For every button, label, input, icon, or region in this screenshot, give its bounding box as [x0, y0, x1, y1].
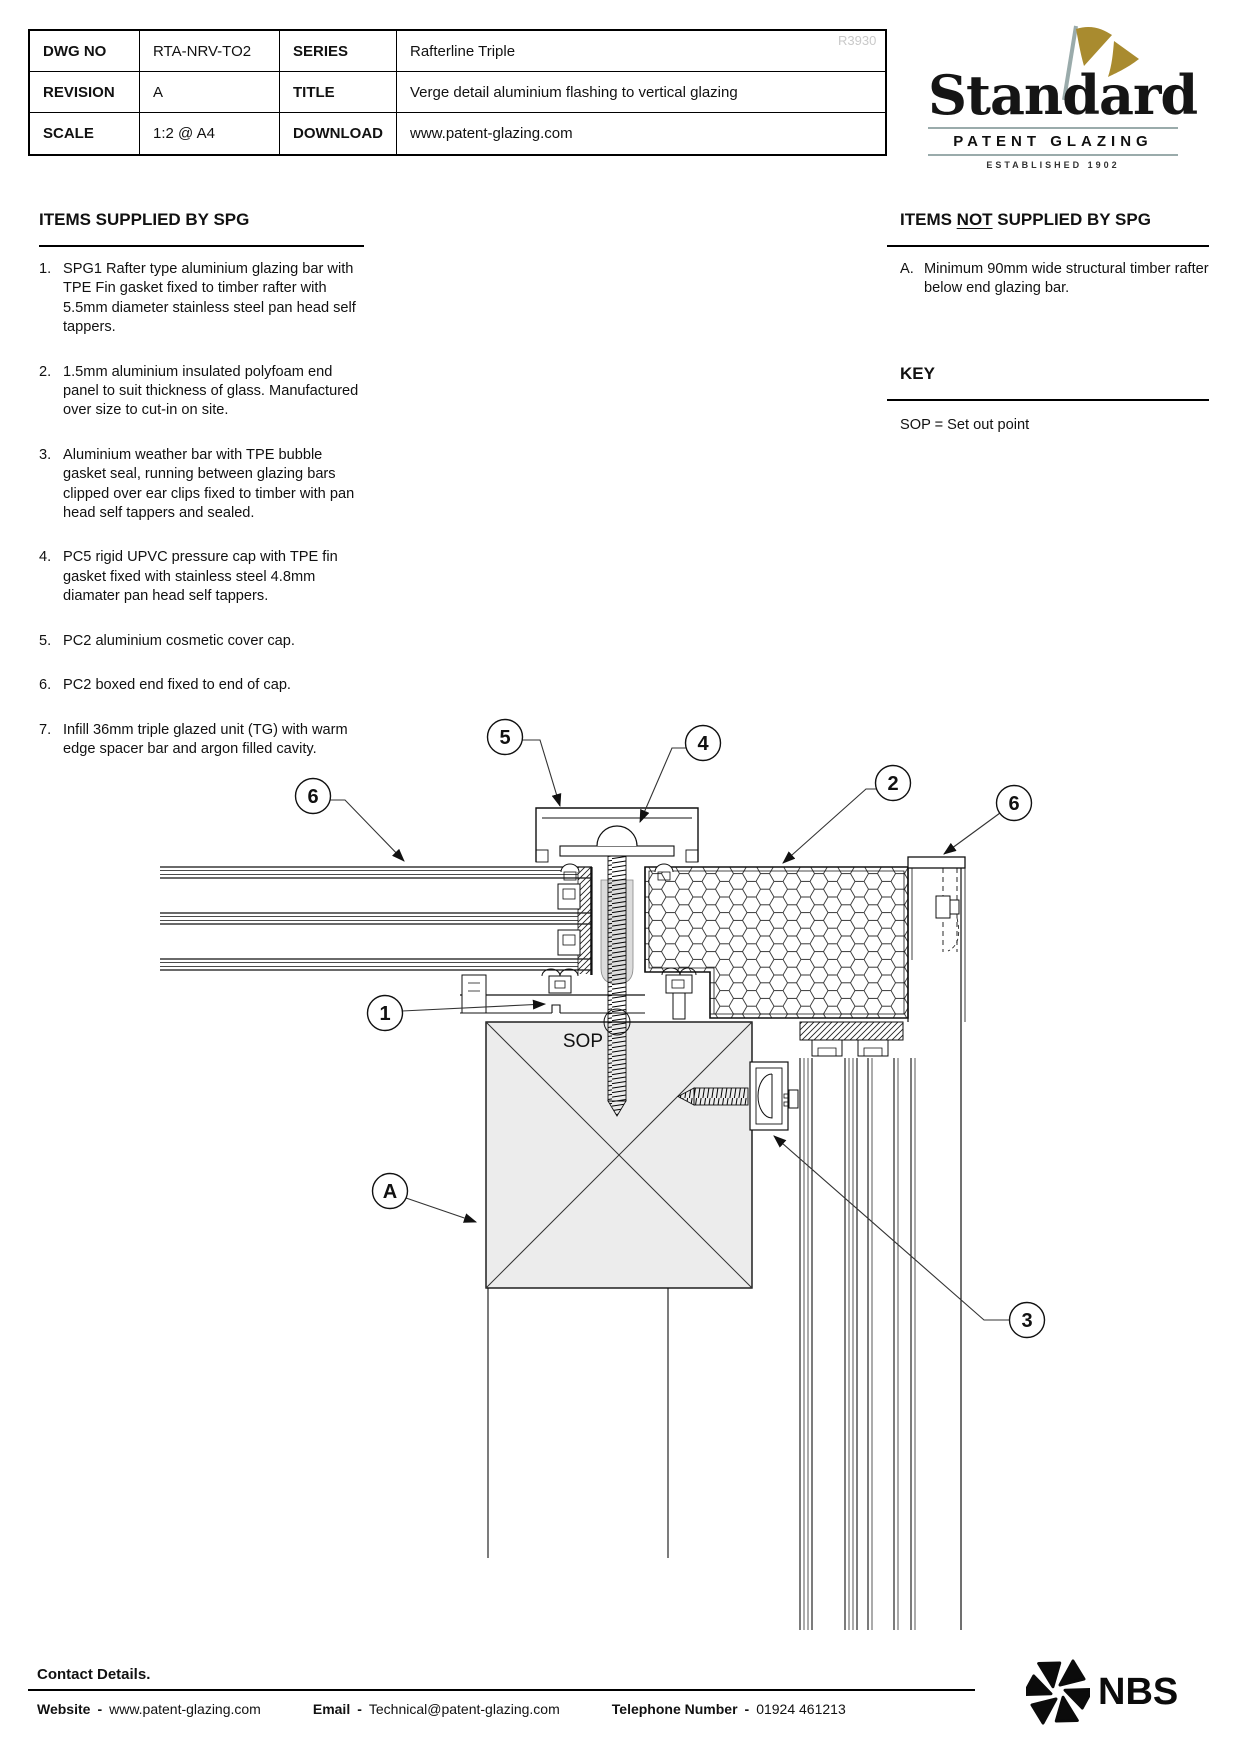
supplied-item-3: 3. Aluminium weather bar with TPE bubble gasket seal, running between glazing bars clipped over ear clips fixed to timber with pan head self tappers and sealed. — [39, 446, 355, 522]
company-logo — [928, 24, 1198, 174]
series-label: SERIES — [280, 31, 397, 72]
supplied-item-5: 5. PC2 aluminium cosmetic cover cap. — [39, 632, 295, 649]
balloon-A — [373, 1174, 408, 1209]
items-not-supplied-rule — [887, 245, 1209, 247]
balloon-5 — [488, 720, 523, 755]
balloon-4 — [686, 726, 721, 761]
svg-text:6: 6 — [1008, 793, 1020, 815]
svg-text:2: 2 — [887, 773, 899, 795]
balloon-1 — [368, 996, 403, 1031]
supplied-item-4: 4. PC5 rigid UPVC pressure cap with TPE fin gasket fixed with stainless steel 4.8mm diamater pan head self tappers. — [39, 549, 338, 605]
items-not-supplied-section — [887, 210, 1209, 324]
email-link[interactable]: Technical@patent-glazing.com — [368, 1701, 560, 1717]
title-value: Verge detail aluminium flashing to vertical glazing — [397, 72, 885, 113]
dwg-no-label: DWG NO — [30, 31, 140, 72]
key-entry: SOP = Set out point — [900, 417, 1030, 433]
items-supplied-section — [39, 210, 364, 784]
items-supplied-rule — [39, 245, 364, 247]
balloon-6-right — [997, 786, 1032, 821]
download-label: DOWNLOAD — [280, 113, 397, 154]
not-supplied-item-a: A. Minimum 90mm wide structural timber rafter below end glazing bar. — [900, 261, 1209, 297]
balloon-3 — [1010, 1303, 1045, 1338]
reference-code: R3930 — [838, 33, 877, 48]
svg-text:1: 1 — [379, 1003, 391, 1025]
items-supplied-heading: ITEMS SUPPLIED BY SPG — [39, 210, 250, 229]
revision-value: A — [140, 72, 280, 113]
key-section — [887, 364, 1209, 433]
supplied-item-7: 7. Infill 36mm triple glazed unit (TG) with warm edge spacer bar and argon filled cavity. — [39, 721, 348, 757]
logo-divider-top — [928, 127, 1178, 129]
title-label: TITLE — [280, 72, 397, 113]
contact-rule — [28, 1689, 975, 1691]
logo-subtitle: PATENT GLAZING — [953, 133, 1153, 150]
contact-phone: Telephone Number - 01924 461213 — [611, 1701, 846, 1717]
svg-text:5: 5 — [499, 727, 511, 749]
logo-established: ESTABLISHED 1902 — [986, 160, 1120, 170]
website-link[interactable]: www.patent-glazing.com — [109, 1701, 261, 1717]
vertical-glazing — [800, 1022, 915, 1630]
contact-website: Website - www.patent-glazing.com — [37, 1701, 261, 1717]
triple-glazed-unit — [160, 867, 592, 975]
nbs-logo — [1026, 1658, 1178, 1726]
logo-wordmark: Standard — [928, 63, 1198, 127]
nbs-label: NBS — [1098, 1670, 1179, 1713]
contact-heading: Contact Details. — [37, 1666, 151, 1683]
supplied-item-6: 6. PC2 boxed end fixed to end of cap. — [39, 677, 291, 694]
revision-label: REVISION — [30, 72, 140, 113]
sop-label: SOP — [562, 1031, 603, 1052]
items-not-supplied-heading: ITEMS NOT SUPPLIED BY SPG — [900, 210, 1151, 229]
key-heading: KEY — [900, 364, 935, 383]
logo-divider-bottom — [928, 154, 1178, 156]
nbs-flower-icon — [1026, 1658, 1090, 1726]
svg-text:3: 3 — [1021, 1310, 1033, 1332]
contact-email: Email - Technical@patent-glazing.com — [312, 1701, 560, 1717]
supplied-item-2: 2. 1.5mm aluminium insulated polyfoam end panel to suit thickness of glass. Manufactured over size to cut-in on site. — [39, 363, 359, 419]
svg-text:4: 4 — [697, 733, 709, 755]
scale-label: SCALE — [30, 113, 140, 154]
svg-text:A: A — [382, 1181, 398, 1203]
contact-section — [28, 1666, 975, 1717]
phone-number: 01924 461213 — [756, 1701, 846, 1717]
balloon-2 — [876, 766, 911, 801]
download-url[interactable]: www.patent-glazing.com — [410, 125, 573, 142]
dwg-no-value: RTA-NRV-TO2 — [140, 31, 280, 72]
verge-flashing — [908, 857, 965, 1630]
key-rule — [887, 399, 1209, 401]
series-value: Rafterline Triple — [397, 31, 885, 72]
scale-value: 1:2 @ A4 — [140, 113, 280, 154]
svg-text:6: 6 — [307, 786, 319, 808]
title-block-table — [28, 29, 887, 156]
supplied-item-1: 1. SPG1 Rafter type aluminium glazing bar with TPE Fin gasket fixed to timber rafter with 5.5mm diameter stainless steel pan head self tappers. — [39, 261, 356, 336]
